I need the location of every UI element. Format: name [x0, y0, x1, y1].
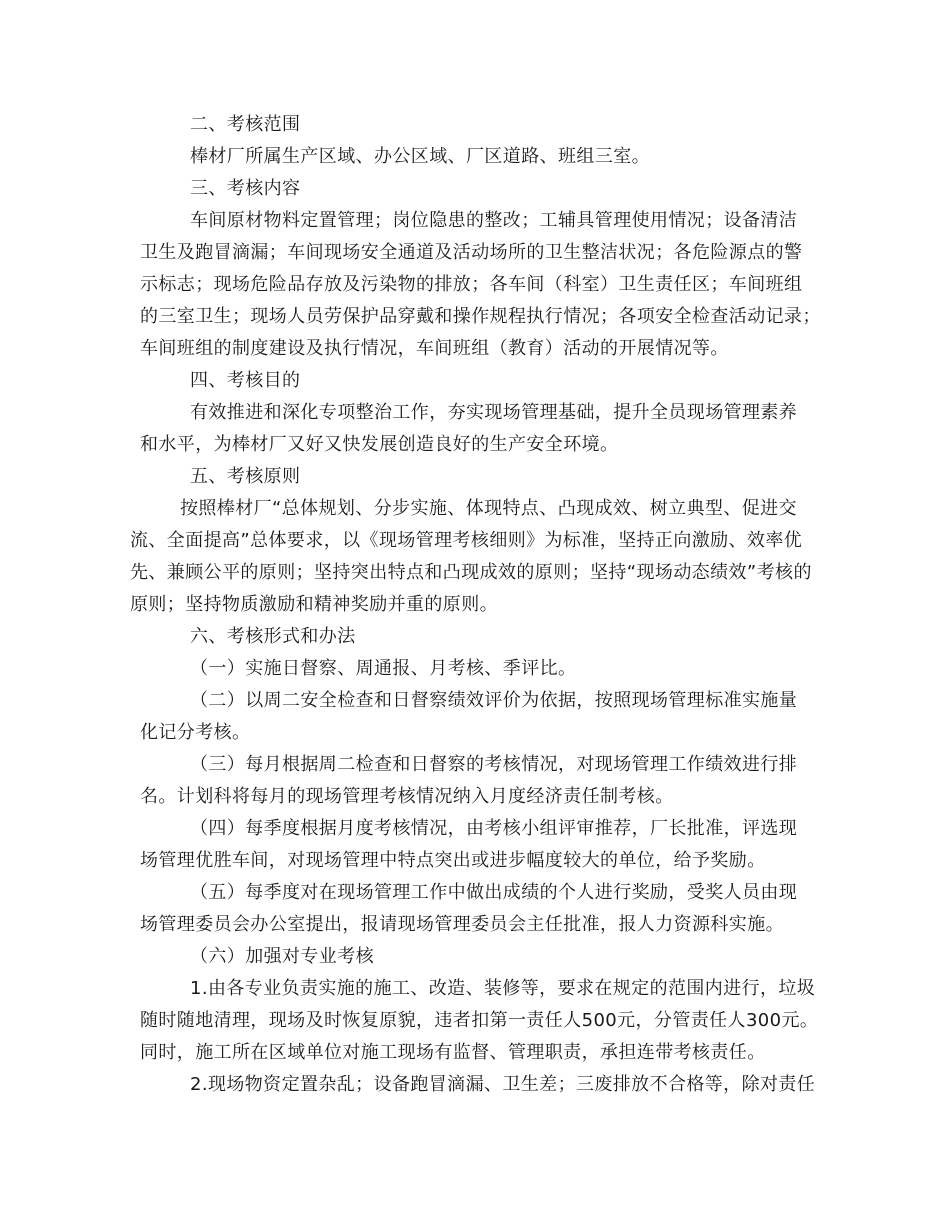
method-item-6-point-1-line: 1.由各专业负责实施的施工、改造、装修等，要求在规定的范围内进行，垃圾 — [190, 978, 816, 999]
heading-purpose: 四、考核目的 — [190, 370, 301, 391]
paragraph-content-line: 车间班组的制度建设及执行情况，车间班组（教育）活动的开展情况等。 — [140, 338, 729, 359]
paragraph-content-line: 卫生及跑冒滴漏；车间现场安全通道及活动场所的卫生整洁状况；各危险源点的警 — [140, 242, 803, 263]
heading-content: 三、考核内容 — [190, 178, 301, 199]
paragraph-purpose-line: 有效推进和深化专项整治工作，夯实现场管理基础，提升全员现场管理素养 — [190, 402, 798, 423]
heading-principle: 五、考核原则 — [190, 466, 301, 487]
method-item-6-heading: （六）加强对专业考核 — [190, 946, 374, 967]
paragraph-principle-line: 流、全面提高”总体要求，以《现场管理考核细则》为标准，坚持正向激励、效率优 — [130, 530, 803, 551]
method-item-3-line: （三）每月根据周二检查和日督察的考核情况，对现场管理工作绩效进行排 — [190, 754, 798, 775]
paragraph-purpose-line: 和水平，为棒材厂又好又快发展创造良好的生产安全环境。 — [140, 434, 619, 455]
heading-scope: 二、考核范围 — [190, 114, 301, 135]
method-item-4-line: （四）每季度根据月度考核情况，由考核小组评审推荐，厂长批准，评选现 — [190, 818, 798, 839]
method-item-4-line: 场管理优胜车间，对现场管理中特点突出或进步幅度较大的单位，给予奖励。 — [140, 850, 766, 871]
paragraph-principle-line: 按照棒材厂“总体规划、分步实施、体现特点、凸现成效、树立典型、促进交 — [180, 498, 797, 519]
heading-method: 六、考核形式和办法 — [190, 626, 356, 647]
method-item-2-line: 化记分考核。 — [140, 722, 251, 743]
method-item-1: （一）实施日督察、周通报、月考核、季评比。 — [190, 658, 577, 679]
paragraph-content-line: 示标志；现场危险品存放及污染物的排放；各车间（科室）卫生责任区；车间班组 — [140, 274, 803, 295]
method-item-3-line: 名。计划科将每月的现场管理考核情况纳入月度经济责任制考核。 — [140, 786, 674, 807]
paragraph-principle-line: 先、兼顾公平的原则；坚持突出特点和凸现成效的原则；坚持“现场动态绩效”考核的 — [130, 562, 812, 583]
paragraph-content-line: 车间原材物料定置管理；岗位隐患的整改；工辅具管理使用情况；设备清洁 — [190, 210, 798, 231]
paragraph-content-line: 的三室卫生；现场人员劳保护品穿戴和操作规程执行情况；各项安全检查活动记录； — [140, 306, 821, 327]
method-item-6-point-1-line: 同时，施工所在区域单位对施工现场有监督、管理职责，承担连带考核责任。 — [140, 1042, 766, 1063]
method-item-5-line: 场管理委员会办公室提出，报请现场管理委员会主任批准，报人力资源科实施。 — [140, 914, 784, 935]
paragraph-scope: 棒材厂所属生产区域、办公区域、厂区道路、班组三室。 — [190, 146, 650, 167]
method-item-5-line: （五）每季度对在现场管理工作中做出成绩的个人进行奖励，受奖人员由现 — [190, 882, 798, 903]
method-item-6-point-2-line: 2.现场物资定置杂乱；设备跑冒滴漏、卫生差；三废排放不合格等，除对责任 — [190, 1074, 816, 1095]
method-item-6-point-1-line: 随时随地清理，现场及时恢复原貌，违者扣第一责任人500元，分管责任人300元。 — [140, 1010, 819, 1031]
method-item-2-line: （二）以周二安全检查和日督察绩效评价为依据，按照现场管理标准实施量 — [190, 690, 798, 711]
paragraph-principle-line: 原则；坚持物质激励和精神奖励并重的原则。 — [130, 594, 498, 615]
